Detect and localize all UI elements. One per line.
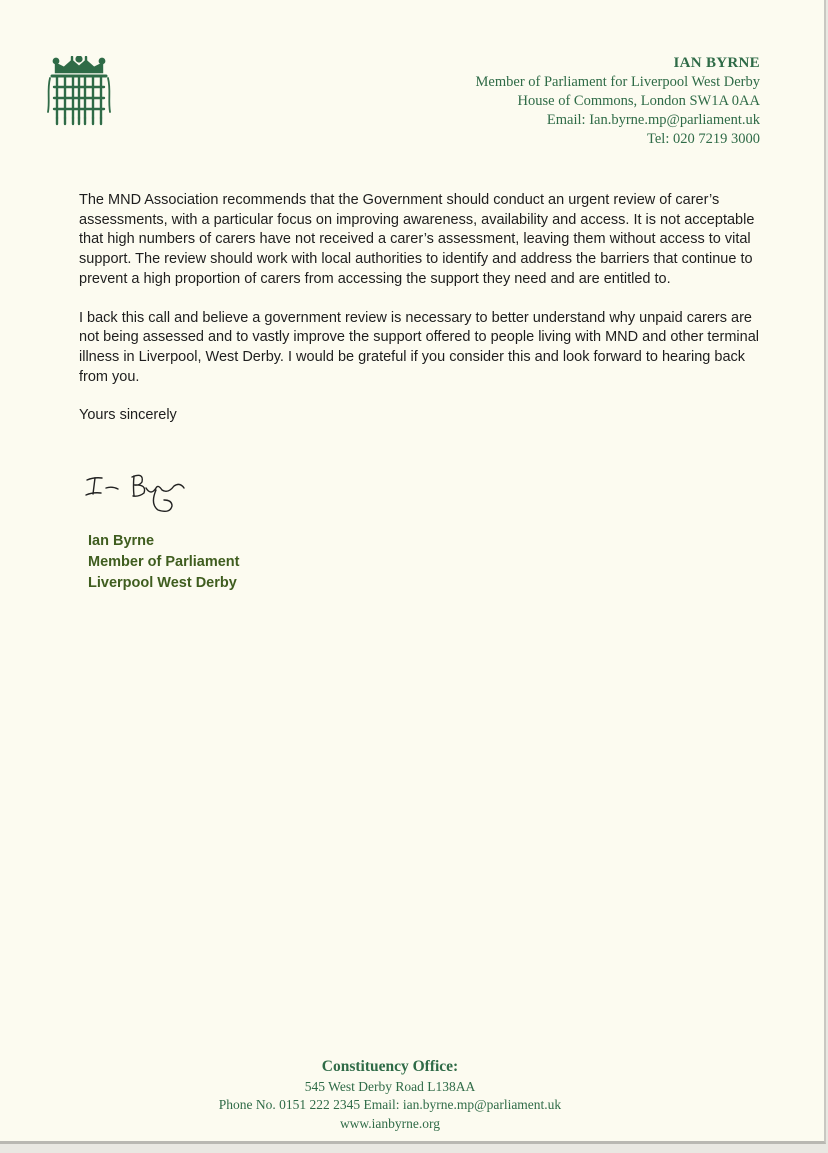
footer-address: 545 West Derby Road L138AA — [304, 1078, 476, 1094]
signatory-name: Ian Byrne — [88, 533, 155, 549]
letter-body — [79, 191, 759, 445]
body-paragraph-2: I back this call and believe a government review is necessary to better understand why unpaid carers are not being assessed and to vastly improve the support offered to people living with MND and other terminal illness in Liverpool, West Derby. I would be grateful if you consider this and look forward to hearing back from you. — [79, 309, 759, 385]
footer-website: www.ianbyrne.org — [339, 1115, 441, 1131]
letterhead-name: IAN BYRNE — [673, 55, 760, 71]
letterhead-email: Email: Ian.byrne.mp@parliament.uk — [546, 112, 760, 128]
body-paragraph-1: The MND Association recommends that the Government should conduct an urgent review of carer’s assessments, with a particular focus on improving awareness, availability and access. It is not acceptable that high numbers of carers have not received a carer’s assessment, leaving them without access to vital support. The review should work with local authorities to identify and address the barriers that continue to prevent a high proportion of carers from accessing the support they need and are entitled to. — [79, 192, 755, 287]
letterhead-tel: Tel: 020 7219 3000 — [647, 131, 760, 147]
letterhead — [476, 54, 760, 149]
footer-contact: Phone No. 0151 222 2345 Email: ian.byrne.mp@parliament.uk — [218, 1097, 562, 1112]
footer-heading: Constituency Office: — [321, 1058, 459, 1075]
signature-block — [88, 531, 240, 594]
footer — [0, 1058, 780, 1133]
handwritten-signature — [84, 466, 194, 516]
signatory-title: Member of Parliament — [88, 554, 240, 570]
portcullis-icon — [46, 56, 112, 130]
letterhead-role: Member of Parliament for Liverpool West Derby — [475, 74, 760, 90]
closing-line: Yours sincerely — [79, 407, 177, 424]
signatory-constituency: Liverpool West Derby — [88, 575, 237, 591]
letterhead-address: House of Commons, London SW1A 0AA — [517, 93, 760, 109]
